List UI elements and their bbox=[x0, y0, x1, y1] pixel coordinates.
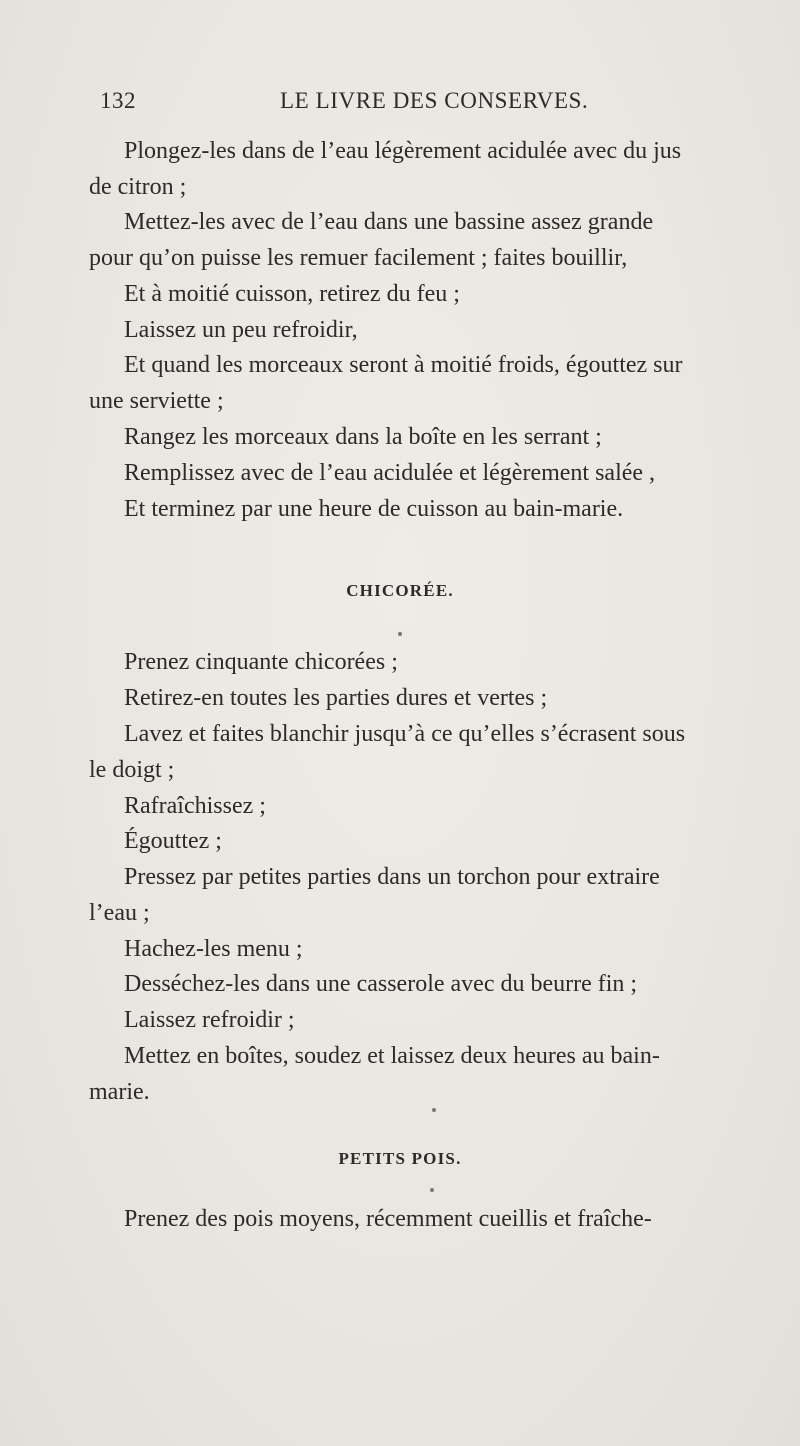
text-line: marie. bbox=[89, 1079, 150, 1105]
text-line: Et quand les morceaux seront à moitié froids, égouttez sur bbox=[124, 352, 683, 378]
ornament-dot bbox=[430, 1188, 434, 1192]
text-line: Mettez-les avec de l’eau dans une bassine assez grande bbox=[124, 209, 654, 235]
text-line: de citron ; bbox=[89, 174, 187, 200]
text-line: Laissez un peu refroidir, bbox=[124, 317, 358, 343]
text-line: Laissez refroidir ; bbox=[124, 1007, 295, 1033]
ornament-dot bbox=[398, 632, 402, 636]
text-line: Desséchez-les dans une casserole avec du beurre fin ; bbox=[124, 971, 638, 997]
text-line: Hachez-les menu ; bbox=[124, 936, 303, 962]
section-heading-petits-pois: PETITS POIS. bbox=[338, 1149, 462, 1168]
text-line: Prenez cinquante chicorées ; bbox=[124, 649, 398, 675]
section-heading-chicoree: CHICORÉE. bbox=[346, 581, 454, 600]
text-line: le doigt ; bbox=[89, 757, 175, 783]
text-line: l’eau ; bbox=[89, 900, 150, 926]
text-line: Rangez les morceaux dans la boîte en les serrant ; bbox=[124, 424, 602, 450]
text-line: pour qu’on puisse les remuer facilement ; faites bouillir, bbox=[89, 245, 628, 271]
text-line: Prenez des pois moyens, récemment cueillis et fraîche- bbox=[124, 1206, 652, 1232]
text-line: Plongez-les dans de l’eau légèrement acidulée avec du jus bbox=[124, 138, 682, 164]
text-line: Remplissez avec de l’eau acidulée et légèrement salée , bbox=[124, 460, 656, 486]
text-line: Égouttez ; bbox=[124, 828, 222, 854]
text-line: Retirez-en toutes les parties dures et vertes ; bbox=[124, 685, 548, 711]
text-line: Et terminez par une heure de cuisson au bain-marie. bbox=[124, 496, 624, 522]
text-line: une serviette ; bbox=[89, 388, 224, 414]
text-line: Pressez par petites parties dans un torchon pour extraire bbox=[124, 864, 660, 890]
running-title: LE LIVRE DES CONSERVES. bbox=[280, 88, 589, 113]
page-header bbox=[100, 88, 740, 122]
page-number: 132 bbox=[100, 88, 136, 113]
text-line: Rafraîchissez ; bbox=[124, 793, 266, 819]
text-line: Lavez et faites blanchir jusqu’à ce qu’elles s’écrasent sous bbox=[124, 721, 686, 747]
text-line: Mettez en boîtes, soudez et laissez deux heures au bain- bbox=[124, 1043, 660, 1069]
ornament-dot bbox=[432, 1108, 436, 1112]
text-line: Et à moitié cuisson, retirez du feu ; bbox=[124, 281, 460, 307]
